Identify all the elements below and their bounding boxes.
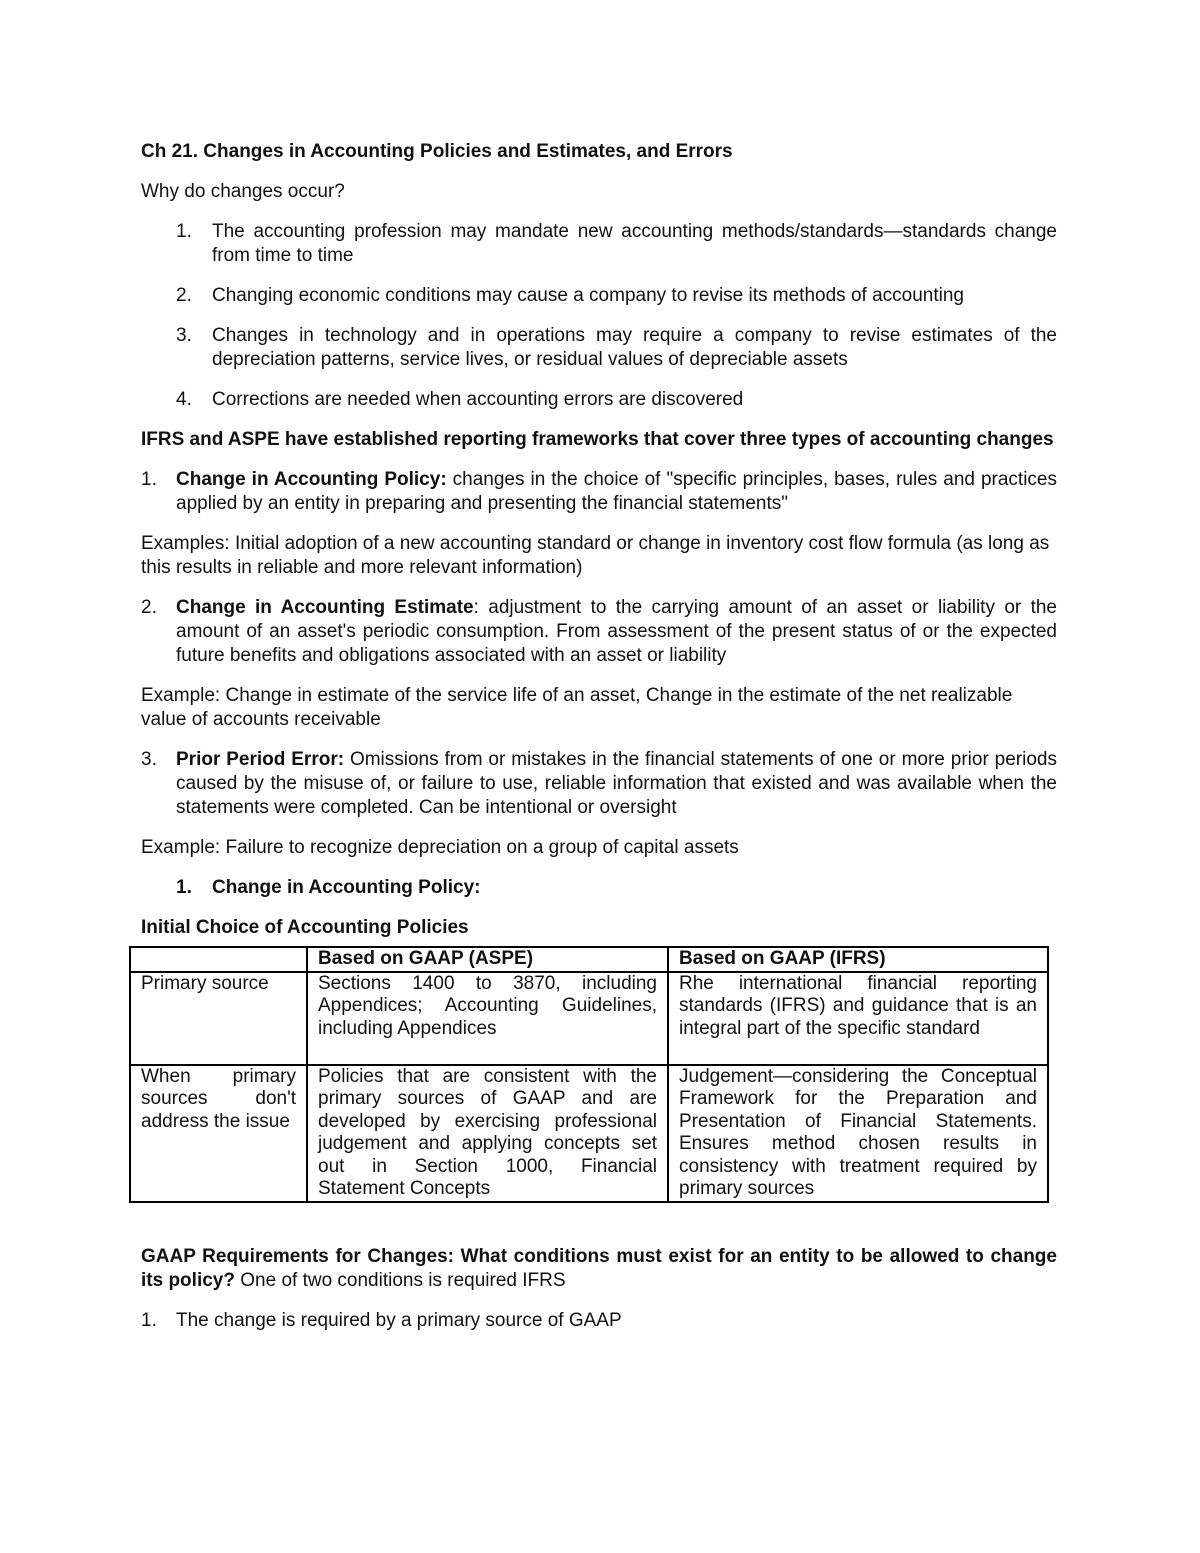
list-item [141,468,1057,516]
list-item [141,220,1057,268]
table-row [130,1065,1048,1202]
term-label: Prior Period Error: [176,749,345,770]
document-content [141,140,1057,1349]
list-text: The change is required by a primary source of GAAP [176,1309,622,1331]
reasons-list [141,220,1057,412]
gaap-requirements-paragraph [141,1245,1057,1293]
term-definition: : adjustment to the carrying amount of an asset or liability or the amount of an asset's periodic consumption. From assessment of the present status of or the expected future benefits and obligations associated with an asset or liability [176,597,1057,666]
types-list [141,748,1057,820]
table-row [130,972,1048,1065]
table-cell: Policies that are consistent with the primary sources of GAAP and are developed by exercising professional judgement and applying concepts set out in Section 1000, Financial Statement Concepts [307,1065,668,1202]
list-text: Corrections are needed when accounting errors are discovered [212,389,744,410]
list-number: 1. [176,877,192,898]
list-item [141,324,1057,372]
list-number: 1. [176,221,192,242]
list-number: 3. [176,325,192,346]
table-cell: Primary source [130,972,307,1065]
list-number: 4. [176,389,192,410]
list-item [141,748,1057,820]
conditions-list [141,1309,1057,1333]
section-heading [141,876,1057,900]
table-header-cell: Based on GAAP (IFRS) [668,947,1048,972]
list-item [141,1309,1057,1333]
table-cell: When primary sources don't address the issue [130,1065,307,1202]
gaap-requirements-bold: GAAP Requirements for Changes: What conditions must exist for an entity to be allowed to change its policy? [141,1245,1057,1291]
example-text: Example: Failure to recognize depreciation on a group of capital assets [141,837,739,858]
spacer [141,1203,1057,1245]
list-item [141,284,1057,308]
example-text: Examples: Initial adoption of a new accounting standard or change in inventory cost flow formula (as long as this results in reliable and more relevant information) [141,533,1050,578]
gaap-requirements-rest: One of two conditions is required IFRS [234,1269,566,1291]
list-number: 1. [141,469,157,490]
table-header-cell [130,947,307,972]
example-text: Example: Change in estimate of the service life of an asset, Change in the estimate of the net realizable value of accounts receivable [141,685,1013,730]
list-text: Changing economic conditions may cause a company to revise its methods of accounting [212,285,964,306]
list-number: 2. [176,285,192,306]
list-text: The accounting profession may mandate new accounting methods/standards—standards change from time to time [212,221,1057,266]
table-cell: Rhe international financial reporting standards (IFRS) and guidance that is an integral part of the specific standard [668,972,1048,1065]
term-label: Change in Accounting Policy: [176,469,447,490]
list-number: 1. [141,1309,157,1331]
types-list [141,596,1057,668]
types-list [141,468,1057,516]
table-header-cell: Based on GAAP (ASPE) [307,947,668,972]
list-number: 3. [141,749,157,770]
term-definition: changes in the choice of "specific principles, bases, rules and practices applied by an entity in preparing and presenting the financial statements" [176,469,1057,514]
term-definition: Omissions from or mistakes in the financial statements of one or more prior periods caused by the misuse of, or failure to use, reliable information that existed and was available when the statements were completed. Can be intentional or oversight [176,749,1057,818]
term-label: Change in Accounting Estimate [176,597,474,618]
section-list [141,876,1057,900]
gaap-table [129,946,1049,1203]
initial-choice-heading: Initial Choice of Accounting Policies [141,917,469,938]
list-text: Changes in technology and in operations may require a company to revise estimates of the depreciation patterns, service lives, or residual values of depreciable assets [212,325,1057,370]
table-cell: Judgement—considering the Conceptual Framework for the Preparation and Presentation of Financial Statements. Ensures method chosen results in consistency with treatment required by primary sources [668,1065,1048,1202]
list-number: 2. [141,597,157,618]
table-header-row [130,947,1048,972]
page-title: Ch 21. Changes in Accounting Policies and Estimates, and Errors [141,141,733,162]
frameworks-heading: IFRS and ASPE have established reporting frameworks that cover three types of accounting changes [141,429,1054,450]
list-item [141,596,1057,668]
why-heading: Why do changes occur? [141,181,345,202]
section-heading-text: Change in Accounting Policy: [212,877,481,898]
table-cell: Sections 1400 to 3870, including Appendices; Accounting Guidelines, including Appendices [307,972,668,1065]
list-item [141,388,1057,412]
